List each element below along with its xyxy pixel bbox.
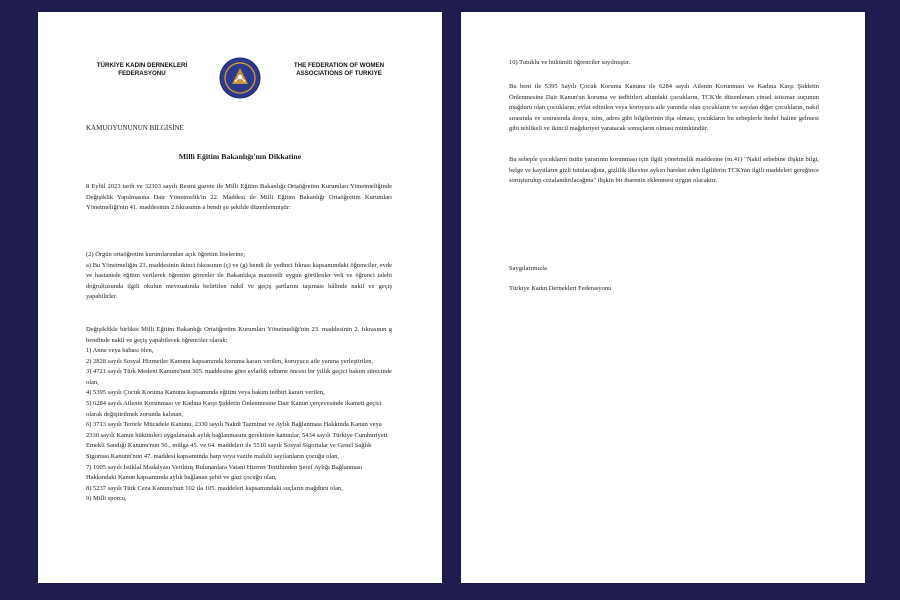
list-item: 1) Anne veya babası ölen, [86, 347, 154, 354]
list-item: 3) 4721 sayılı Türk Medeni Kanunu'nun 305. maddesine göre evlatlık edinme öncesi bir yıllık geçici bakım sürecinde olan, [86, 368, 392, 386]
org-name-turkish-line2: FEDERASYONU [118, 70, 166, 77]
risk-paragraph: Bu bent ile 5395 Sayılı Çocuk Koruma Kanunu ile 6284 sayılı Ailenin Korunması ve Kadına Karşı Şiddetin Önlenmesine Dair Kanun'un koruma ve tedbirleri altındaki çocukların, TCK'de düzenlenen cinsel istismar suçunun mağduru olan çocukların, evlat edinilen veya koruyucu aile yanında olan çocukların ve sayılan diğer çocukların, nakil sırasında ve sonrasında dosya, isim, adres gibi bilgilerinin ifşa olması, çocukların bu sebeplerle hedef haline gelmesi gibi tehlikeli ve ikincil mağduriyet yaratacak sonuçların olması mümkündür. [509, 83, 819, 133]
list-item-10: 10) Tutuklu ve hükümlü öğrenciler sayılmıştır. [509, 59, 631, 66]
list-item: 9) Milli sporcu, [86, 495, 127, 503]
change-intro-paragraph: Değişiklikle birlikte Milli Eğitim Bakanlığı Ortaöğretim Kurumları Yönetmeliği'nin 23. maddesinin 2. fıkrasının g bendinde nakil ve geçiş yapabilecek öğrenciler olarak; [86, 326, 392, 344]
list-item: 4) 5395 sayılı Çocuk Koruma Kanunu kapsamında eğitim veya bakım tedbiri kararı verilen, [86, 389, 325, 397]
document-title: Milli Eğitim Bakanlığı'nın Dikkatine [178, 152, 302, 161]
closing-salutation: Saygılarımızla [509, 265, 547, 272]
document-page-1 [38, 12, 442, 583]
federation-emblem-icon [218, 56, 262, 100]
org-name-turkish [84, 62, 200, 78]
signature-organization: Türkiye Kadın Dernekleri Federasyonu [509, 285, 612, 292]
clause-a: a) Bu Yönetmeliğin 23. maddesinin ikinci fıkrasının (ç) ve (g) bendi ile yedinci fıkrası kapsamındaki öğrenciler, evde ve hastanede eğitim verilerek öğrenim görenler ile Bakanlıkça mazeretli uygun görülenler veli ve öğrenci talebi doğrultusunda ilgili okulun mevzuatında belirtilen nakil ve geçiş şartlarını taşıması hâlinde nakil ve geçiş yapabilirler. [86, 261, 392, 301]
clause-paragraph [86, 250, 392, 303]
org-name-english-line1: THE FEDERATION OF WOMEN [293, 62, 385, 69]
document-page-2 [461, 12, 865, 583]
addressee: KAMUOYUNUNUN BİLGİSİNE [86, 124, 184, 132]
list-item: 7) 1005 sayılı İstiklal Madalyası Verilmiş Bulunanlara Vatani Hizmet Tertibinden Şeref Aylığı Bağlanması Hakkındaki Kanun kapsamında aylık bağlanan şehit ve gazi çocuğu olan, [86, 463, 363, 482]
intro-paragraph: 8 Eylül 2023 tarih ve 32303 sayılı Resmi gazete ile Milli Eğitim Bakanlığı Ortaöğretim Kurumları Yönetmeliğinde Değişiklik Yapılmasına Dair Yönetmelik'in 22. Maddesi ile Milli Eğitim Bakanlığı Ortaöğretim Kurumları Yönetmeliği'nin 41. maddesinin 2.fıkrasının a bendi şu şekilde düzenlenmiştir: [86, 183, 392, 212]
eligible-students-list [86, 346, 392, 505]
org-name-english-line2: ASSOCIATIONS OF TURKIYE [296, 70, 382, 77]
recommendation-paragraph: Bu sebeple çocukların üstün yararının korunması için ilgili yönetmelik maddesine (m.41) "Nakil sebebine ilişkin bilgi, belge ve kayıtların gizli tutulacağına, gizlilik ilkesine aykırı hareket eden ilgililerin TCK'nin ilgili maddeleri gereğince soruşturulup cezalandırılacağına" ilişkin bir ibarenin eklenmesi uygun olacaktır. [509, 156, 819, 185]
list-item: 8) 5237 sayılı Türk Ceza Kanunu'nun 102 ila 105. maddeleri kapsamındaki suçların mağduru olan, [86, 484, 343, 492]
org-name-english [280, 62, 398, 78]
list-item: 5) 6284 sayılı Ailenin Korunması ve Kadına Karşı Şiddetin Önlenmesine Dair Kanun çerçevesinde ikameti geçici olarak değiştirilmek zorunda kalınan, [86, 399, 382, 418]
clause-head: (2) Örgün ortaöğretim kurumlarından açık öğretim liselerine; [86, 251, 246, 258]
list-item: 2) 2828 sayılı Sosyal Hizmetler Kanunu kapsamında koruma kararı verilen, koruyucu aile yanına yerleştirilen, [86, 357, 374, 365]
list-item: 6) 3713 sayılı Terörle Mücadele Kanunu, 2330 sayılı Nakdi Tazminat ve Aylık Bağlanması Hakkında Kanun veya 2330 sayılı Kanun hükümleri uygulanarak aylık bağlanmasını gerektiren kanunlar, 5434 sayılı Türkiye Cumhuriyeti Emekli Sandığı Kanunu'nun 56., mülga 45. ve 64. maddeleri ile 5510 sayılı Sosyal Sigortalar ve Genel Sağlık Sigortası Kanunu'nun 47. maddesi kapsamında harp veya vazife malulü sayılanların çocuğu olan, [86, 421, 388, 460]
org-name-turkish-line1: TÜRKİYE KADIN DERNEKLERİ [96, 62, 188, 69]
